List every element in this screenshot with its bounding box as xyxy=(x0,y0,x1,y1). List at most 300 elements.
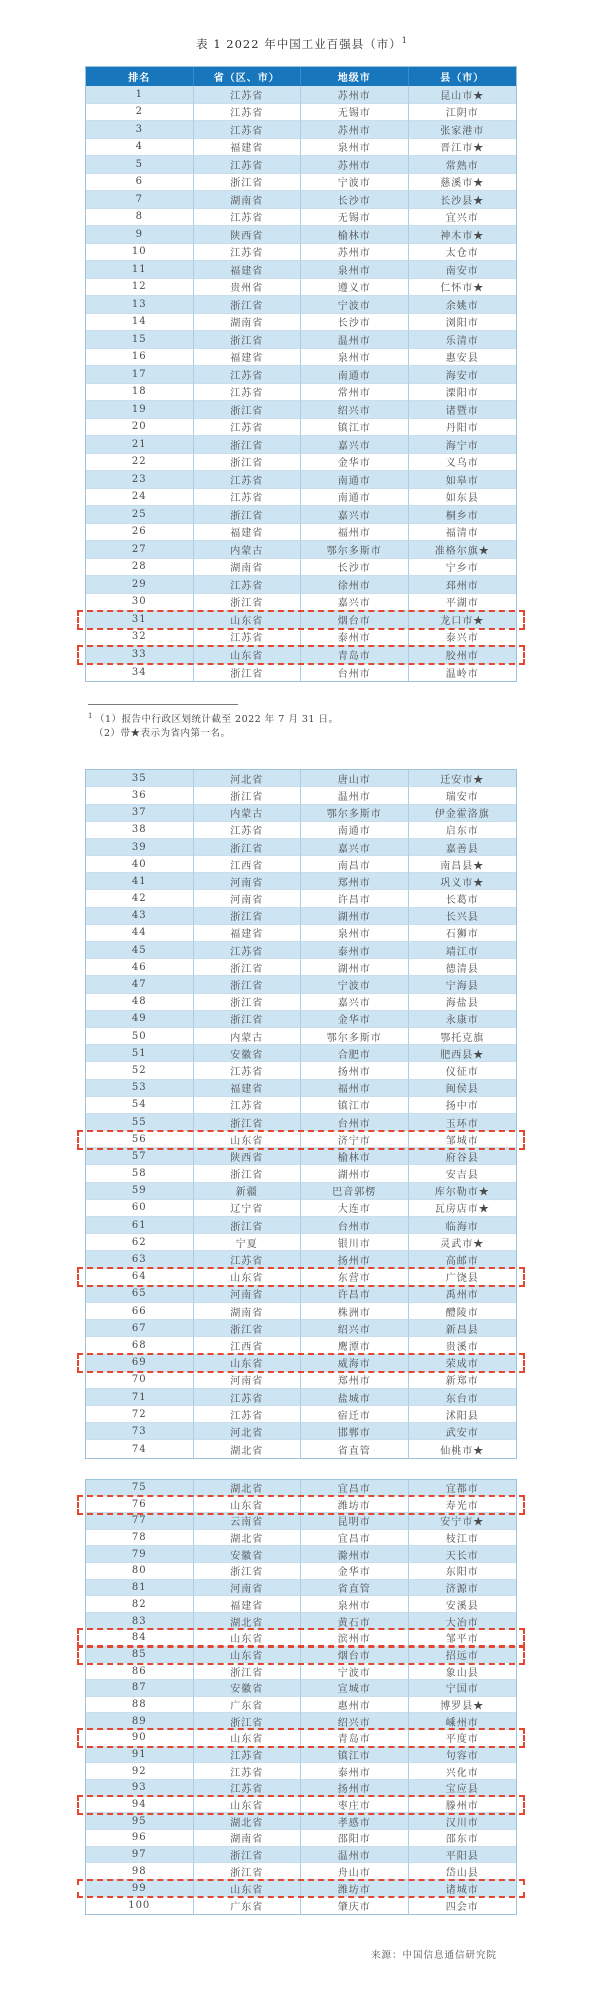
cell-county: 宁乡市 xyxy=(409,559,517,577)
cell-rank: 42 xyxy=(86,890,194,907)
cell-prefecture: 宿迁市 xyxy=(301,1406,409,1423)
table-row xyxy=(86,908,516,925)
cell-province: 浙江省 xyxy=(194,976,302,993)
cell-prefecture: 金华市 xyxy=(301,1563,409,1580)
cell-province: 福建省 xyxy=(194,349,302,367)
cell-prefecture: 唐山市 xyxy=(301,770,409,787)
table-row xyxy=(86,1148,516,1165)
cell-prefecture: 镇江市 xyxy=(301,1747,409,1764)
cell-prefecture: 宣城市 xyxy=(301,1680,409,1697)
cell-prefecture: 邵阳市 xyxy=(301,1830,409,1847)
cell-province: 江苏省 xyxy=(194,1389,302,1406)
cell-province: 内蒙古 xyxy=(194,805,302,822)
cell-rank: 41 xyxy=(86,873,194,890)
cell-rank: 97 xyxy=(86,1847,194,1864)
cell-county: 邳州市 xyxy=(409,576,517,594)
table-row xyxy=(86,121,516,139)
table-row xyxy=(86,594,516,612)
cell-county: 乐清市 xyxy=(409,331,517,349)
table-row xyxy=(86,787,516,804)
cell-rank: 67 xyxy=(86,1320,194,1337)
cell-province: 浙江省 xyxy=(194,1114,302,1131)
table-row xyxy=(86,244,516,262)
cell-rank: 59 xyxy=(86,1183,194,1200)
table-row xyxy=(86,839,516,856)
cell-province: 福建省 xyxy=(194,524,302,542)
table-row xyxy=(86,1097,516,1114)
page-title-text: 表 1 2022 年中国工业百强县（市） xyxy=(196,37,402,51)
table-row xyxy=(86,1183,516,1200)
table-row xyxy=(86,629,516,647)
cell-county: 福清市 xyxy=(409,524,517,542)
cell-province: 河南省 xyxy=(194,890,302,907)
table-row xyxy=(86,471,516,489)
cell-province: 江苏省 xyxy=(194,1763,302,1780)
cell-prefecture: 鹰潭市 xyxy=(301,1337,409,1354)
cell-prefecture: 潍坊市 xyxy=(301,1880,409,1897)
cell-county: 神木市★ xyxy=(409,226,517,244)
cell-rank: 32 xyxy=(86,629,194,647)
cell-rank: 85 xyxy=(86,1647,194,1664)
table-row xyxy=(86,1011,516,1028)
table-row xyxy=(86,541,516,559)
cell-prefecture: 长沙市 xyxy=(301,191,409,209)
cell-province: 浙江省 xyxy=(194,506,302,524)
cell-province: 湖北省 xyxy=(194,1440,302,1457)
cell-province: 山东省 xyxy=(194,611,302,629)
footnote-2 xyxy=(94,727,604,741)
table-row xyxy=(86,1530,516,1547)
cell-province: 山东省 xyxy=(194,1131,302,1148)
table-row xyxy=(86,1847,516,1864)
cell-province: 安徽省 xyxy=(194,1045,302,1062)
cell-rank: 21 xyxy=(86,436,194,454)
footnote-marker: 1 xyxy=(88,712,93,720)
cell-county: 南安市 xyxy=(409,261,517,279)
table-row xyxy=(86,349,516,367)
cell-prefecture: 宜昌市 xyxy=(301,1530,409,1547)
table-row xyxy=(86,1165,516,1182)
cell-rank: 33 xyxy=(86,646,194,664)
cell-province: 江苏省 xyxy=(194,384,302,402)
cell-county: 灵武市★ xyxy=(409,1234,517,1251)
cell-province: 浙江省 xyxy=(194,908,302,925)
cell-county: 启东市 xyxy=(409,822,517,839)
table-row xyxy=(86,664,516,682)
cell-prefecture: 青岛市 xyxy=(301,646,409,664)
cell-county: 瑞安市 xyxy=(409,787,517,804)
cell-county: 南昌县★ xyxy=(409,856,517,873)
cell-prefecture: 济宁市 xyxy=(301,1131,409,1148)
cell-rank: 23 xyxy=(86,471,194,489)
cell-province: 广东省 xyxy=(194,1897,302,1914)
cell-prefecture: 常州市 xyxy=(301,384,409,402)
cell-rank: 4 xyxy=(86,139,194,157)
cell-prefecture: 金华市 xyxy=(301,1011,409,1028)
cell-county: 瓦房店市★ xyxy=(409,1200,517,1217)
table-row xyxy=(86,1863,516,1880)
cell-province: 浙江省 xyxy=(194,1563,302,1580)
table-row xyxy=(86,419,516,437)
table-row xyxy=(86,1234,516,1251)
cell-rank: 2 xyxy=(86,104,194,122)
cell-province: 浙江省 xyxy=(194,401,302,419)
cell-prefecture: 苏州市 xyxy=(301,244,409,262)
cell-prefecture: 许昌市 xyxy=(301,1286,409,1303)
table-row xyxy=(86,331,516,349)
cell-rank: 25 xyxy=(86,506,194,524)
cell-prefecture: 滨州市 xyxy=(301,1630,409,1647)
table-row xyxy=(86,489,516,507)
header-cell-province: 省（区、市） xyxy=(194,67,302,86)
cell-province: 河北省 xyxy=(194,770,302,787)
cell-county: 温岭市 xyxy=(445,668,479,680)
cell-province: 山东省 xyxy=(194,1269,302,1286)
cell-rank: 89 xyxy=(86,1713,194,1730)
cell-rank: 79 xyxy=(86,1546,194,1563)
table-row xyxy=(86,1251,516,1268)
cell-province: 浙江省 xyxy=(194,436,302,454)
cell-prefecture: 泰州市 xyxy=(301,942,409,959)
cell-province: 江苏省 xyxy=(194,942,302,959)
cell-province: 江苏省 xyxy=(194,1406,302,1423)
cell-county: 宁国市 xyxy=(409,1680,517,1697)
cell-province: 江苏省 xyxy=(194,489,302,507)
table-row xyxy=(86,1763,516,1780)
table-row xyxy=(86,1440,516,1457)
cell-prefecture: 宜昌市 xyxy=(301,1480,409,1497)
table-row xyxy=(86,191,516,209)
cell-province: 陕西省 xyxy=(194,1148,302,1165)
cell-county: 昆山市★ xyxy=(409,86,517,104)
cell-rank: 36 xyxy=(86,787,194,804)
cell-rank: 100 xyxy=(86,1897,194,1914)
table-row xyxy=(86,156,516,174)
cell-county: 玉环市 xyxy=(409,1114,517,1131)
table-row xyxy=(86,524,516,542)
table-row xyxy=(86,1355,516,1372)
table-row xyxy=(86,1780,516,1797)
cell-prefecture: 无锡市 xyxy=(301,209,409,227)
cell-county: 巩义市★ xyxy=(409,873,517,890)
cell-rank: 99 xyxy=(86,1880,194,1897)
cell-province: 浙江省 xyxy=(194,1011,302,1028)
cell-province: 内蒙古 xyxy=(194,541,302,559)
table-row xyxy=(86,559,516,577)
cell-county: 宁海县 xyxy=(409,976,517,993)
cell-county: 义乌市 xyxy=(409,454,517,472)
cell-province: 浙江省 xyxy=(194,594,302,612)
footnote-2-text: （2）带★表示为省内第一名。 xyxy=(94,728,231,740)
cell-prefecture: 台州市 xyxy=(301,1217,409,1234)
cell-rank: 58 xyxy=(86,1165,194,1182)
cell-prefecture: 黄石市 xyxy=(301,1613,409,1630)
cell-province: 浙江省 xyxy=(194,296,302,314)
header-cell-rank: 排名 xyxy=(86,67,194,86)
cell-county: 鄂托克旗 xyxy=(409,1028,517,1045)
cell-rank: 55 xyxy=(86,1114,194,1131)
cell-county: 汉川市 xyxy=(409,1813,517,1830)
table-row xyxy=(86,994,516,1011)
cell-county: 象山县 xyxy=(409,1663,517,1680)
cell-rank: 35 xyxy=(86,770,194,787)
cell-rank: 48 xyxy=(86,994,194,1011)
cell-prefecture: 台州市 xyxy=(301,1114,409,1131)
cell-rank: 30 xyxy=(86,594,194,612)
cell-prefecture: 鄂尔多斯市 xyxy=(301,541,409,559)
cell-province: 江苏省 xyxy=(194,471,302,489)
cell-county: 嵊州市 xyxy=(409,1713,517,1730)
cell-prefecture: 泉州市 xyxy=(301,349,409,367)
cell-prefecture: 郑州市 xyxy=(301,873,409,890)
cell-county: 邹城市 xyxy=(409,1131,517,1148)
cell-prefecture: 宁波市 xyxy=(301,296,409,314)
cell-rank: 87 xyxy=(86,1680,194,1697)
cell-county: 仁怀市★ xyxy=(409,279,517,297)
cell-province: 江苏省 xyxy=(194,104,302,122)
cell-county: 邹平市 xyxy=(409,1630,517,1647)
cell-prefecture: 宁波市 xyxy=(301,976,409,993)
cell-province: 云南省 xyxy=(194,1513,302,1530)
cell-rank: 7 xyxy=(86,191,194,209)
cell-rank: 12 xyxy=(86,279,194,297)
table-row xyxy=(86,1897,516,1914)
cell-prefecture: 扬州市 xyxy=(301,1251,409,1268)
cell-county: 德清县 xyxy=(409,959,517,976)
cell-prefecture: 泰州市 xyxy=(301,629,409,647)
cell-province: 江苏省 xyxy=(194,1780,302,1797)
cell-prefecture: 泉州市 xyxy=(301,261,409,279)
cell-province: 内蒙古 xyxy=(194,1028,302,1045)
cell-county: 高邮市 xyxy=(409,1251,517,1268)
cell-prefecture: 绍兴市 xyxy=(301,401,409,419)
cell-prefecture: 南通市 xyxy=(301,366,409,384)
cell-county: 仪征市 xyxy=(409,1062,517,1079)
table-row xyxy=(86,1080,516,1097)
table-row xyxy=(86,314,516,332)
cell-prefecture: 湖州市 xyxy=(301,908,409,925)
table-row xyxy=(86,1389,516,1406)
cell-prefecture: 苏州市 xyxy=(301,86,409,104)
cell-prefecture: 福州市 xyxy=(301,524,409,542)
table-row xyxy=(86,1269,516,1286)
cell-rank: 61 xyxy=(86,1217,194,1234)
cell-county: 滕州市 xyxy=(409,1797,517,1814)
table-row xyxy=(86,646,516,664)
cell-county: 龙口市★ xyxy=(409,611,517,629)
cell-county: 靖江市 xyxy=(409,942,517,959)
table-row xyxy=(86,1303,516,1320)
cell-province: 山东省 xyxy=(194,646,302,664)
cell-county: 岱山县 xyxy=(409,1863,517,1880)
cell-province: 山东省 xyxy=(194,1355,302,1372)
cell-county: 禹州市 xyxy=(409,1286,517,1303)
cell-county: 长兴县 xyxy=(409,908,517,925)
cell-county: 胶州市 xyxy=(409,646,517,664)
cell-prefecture: 株洲市 xyxy=(301,1303,409,1320)
cell-rank: 62 xyxy=(86,1234,194,1251)
cell-rank: 72 xyxy=(86,1406,194,1423)
table-row xyxy=(86,1423,516,1440)
cell-province: 江西省 xyxy=(194,1337,302,1354)
cell-county: 诸暨市 xyxy=(409,401,517,419)
cell-county: 晋江市★ xyxy=(409,139,517,157)
title-footnote-ref: 1 xyxy=(401,36,408,46)
cell-prefecture: 镇江市 xyxy=(301,1097,409,1114)
cell-province: 浙江省 xyxy=(194,1663,302,1680)
table-row xyxy=(86,959,516,976)
cell-county: 伊金霍洛旗 xyxy=(409,805,517,822)
cell-rank: 54 xyxy=(86,1097,194,1114)
cell-county: 溧阳市 xyxy=(409,384,517,402)
cell-county: 仙桃市★ xyxy=(440,1445,485,1457)
cell-county: 宜都市 xyxy=(409,1480,517,1497)
cell-rank: 77 xyxy=(86,1513,194,1530)
cell-rank: 69 xyxy=(86,1355,194,1372)
cell-county: 兴化市 xyxy=(409,1763,517,1780)
cell-county: 招远市 xyxy=(409,1647,517,1664)
footnote-1 xyxy=(88,709,604,727)
cell-province: 江西省 xyxy=(194,856,302,873)
cell-province: 江苏省 xyxy=(194,419,302,437)
table-body-ranks-35-74 xyxy=(86,770,516,1458)
cell-province: 浙江省 xyxy=(194,664,302,682)
table-row xyxy=(86,1647,516,1664)
cell-county: 安吉县 xyxy=(409,1165,517,1182)
cell-province: 江苏省 xyxy=(194,629,302,647)
cell-prefecture: 省直管 xyxy=(301,1440,409,1457)
table-row xyxy=(86,296,516,314)
table-row xyxy=(86,976,516,993)
cell-province: 湖北省 xyxy=(194,1480,302,1497)
footnote-separator xyxy=(88,704,238,705)
cell-province: 山东省 xyxy=(194,1647,302,1664)
cell-province: 浙江省 xyxy=(194,1863,302,1880)
cell-province: 江苏省 xyxy=(194,1251,302,1268)
cell-prefecture: 泉州市 xyxy=(301,925,409,942)
cell-rank: 53 xyxy=(86,1080,194,1097)
cell-province: 广东省 xyxy=(194,1697,302,1714)
cell-province: 江苏省 xyxy=(194,156,302,174)
table-row xyxy=(86,366,516,384)
cell-county: 东台市 xyxy=(409,1389,517,1406)
cell-county: 贵溪市 xyxy=(409,1337,517,1354)
cell-county: 平湖市 xyxy=(409,594,517,612)
table-row xyxy=(86,1200,516,1217)
cell-rank: 34 xyxy=(86,664,194,682)
cell-rank: 47 xyxy=(86,976,194,993)
cell-county: 邵东市 xyxy=(409,1830,517,1847)
cell-rank: 94 xyxy=(86,1797,194,1814)
cell-province: 浙江省 xyxy=(194,959,302,976)
cell-prefecture: 扬州市 xyxy=(301,1062,409,1079)
cell-prefecture: 宁波市 xyxy=(301,174,409,192)
cell-rank: 57 xyxy=(86,1148,194,1165)
cell-rank: 10 xyxy=(86,244,194,262)
cell-rank: 24 xyxy=(86,489,194,507)
cell-rank: 46 xyxy=(86,959,194,976)
cell-province: 贵州省 xyxy=(194,279,302,297)
table-row xyxy=(86,576,516,594)
cell-county: 海宁市 xyxy=(409,436,517,454)
table-row xyxy=(86,1480,516,1497)
cell-prefecture: 银川市 xyxy=(301,1234,409,1251)
cell-province: 河南省 xyxy=(194,873,302,890)
table-row xyxy=(86,401,516,419)
cell-prefecture: 扬州市 xyxy=(301,1780,409,1797)
cell-rank: 19 xyxy=(86,401,194,419)
cell-prefecture: 金华市 xyxy=(301,454,409,472)
cell-county: 浏阳市 xyxy=(409,314,517,332)
table-row xyxy=(86,770,516,787)
table-row xyxy=(86,1630,516,1647)
cell-prefecture: 徐州市 xyxy=(301,576,409,594)
table-row xyxy=(86,1830,516,1847)
cell-prefecture: 温州市 xyxy=(301,787,409,804)
cell-province: 山东省 xyxy=(194,1496,302,1513)
cell-rank: 43 xyxy=(86,908,194,925)
cell-province: 福建省 xyxy=(194,1596,302,1613)
cell-province: 江苏省 xyxy=(194,121,302,139)
cell-county: 扬中市 xyxy=(409,1097,517,1114)
cell-prefecture: 合肥市 xyxy=(301,1045,409,1062)
cell-county: 寿光市 xyxy=(409,1496,517,1513)
cell-province: 辽宁省 xyxy=(194,1200,302,1217)
table-row xyxy=(86,1596,516,1613)
cell-province: 江苏省 xyxy=(194,209,302,227)
cell-county: 安宁市★ xyxy=(409,1513,517,1530)
cell-province: 江苏省 xyxy=(194,366,302,384)
cell-prefecture: 绍兴市 xyxy=(301,1713,409,1730)
table-row xyxy=(86,1563,516,1580)
cell-province: 浙江省 xyxy=(194,174,302,192)
cell-province: 福建省 xyxy=(194,139,302,157)
cell-province: 湖南省 xyxy=(194,314,302,332)
cell-rank: 28 xyxy=(86,559,194,577)
cell-rank: 96 xyxy=(86,1830,194,1847)
table-row xyxy=(86,1713,516,1730)
table-row xyxy=(86,226,516,244)
cell-county: 如皋市 xyxy=(409,471,517,489)
cell-prefecture: 大连市 xyxy=(301,1200,409,1217)
cell-prefecture: 滁州市 xyxy=(301,1546,409,1563)
cell-province: 浙江省 xyxy=(194,331,302,349)
table-row xyxy=(86,1320,516,1337)
cell-county: 长沙县★ xyxy=(409,191,517,209)
cell-prefecture: 嘉兴市 xyxy=(301,436,409,454)
cell-prefecture: 枣庄市 xyxy=(301,1797,409,1814)
cell-rank: 17 xyxy=(86,366,194,384)
cell-rank: 39 xyxy=(86,839,194,856)
cell-rank: 90 xyxy=(86,1730,194,1747)
cell-rank: 6 xyxy=(86,174,194,192)
table-row xyxy=(86,942,516,959)
cell-province: 浙江省 xyxy=(194,1217,302,1234)
cell-prefecture: 嘉兴市 xyxy=(301,506,409,524)
cell-rank: 18 xyxy=(86,384,194,402)
cell-prefecture: 绍兴市 xyxy=(301,1320,409,1337)
cell-province: 福建省 xyxy=(194,925,302,942)
table-row xyxy=(86,1747,516,1764)
cell-prefecture: 长沙市 xyxy=(301,559,409,577)
cell-rank: 16 xyxy=(86,349,194,367)
cell-county: 如东县 xyxy=(409,489,517,507)
cell-county: 宝应县 xyxy=(409,1780,517,1797)
cell-prefecture: 惠州市 xyxy=(301,1697,409,1714)
cell-county: 准格尔旗★ xyxy=(409,541,517,559)
cell-county: 醴陵市 xyxy=(409,1303,517,1320)
cell-province: 浙江省 xyxy=(194,1320,302,1337)
